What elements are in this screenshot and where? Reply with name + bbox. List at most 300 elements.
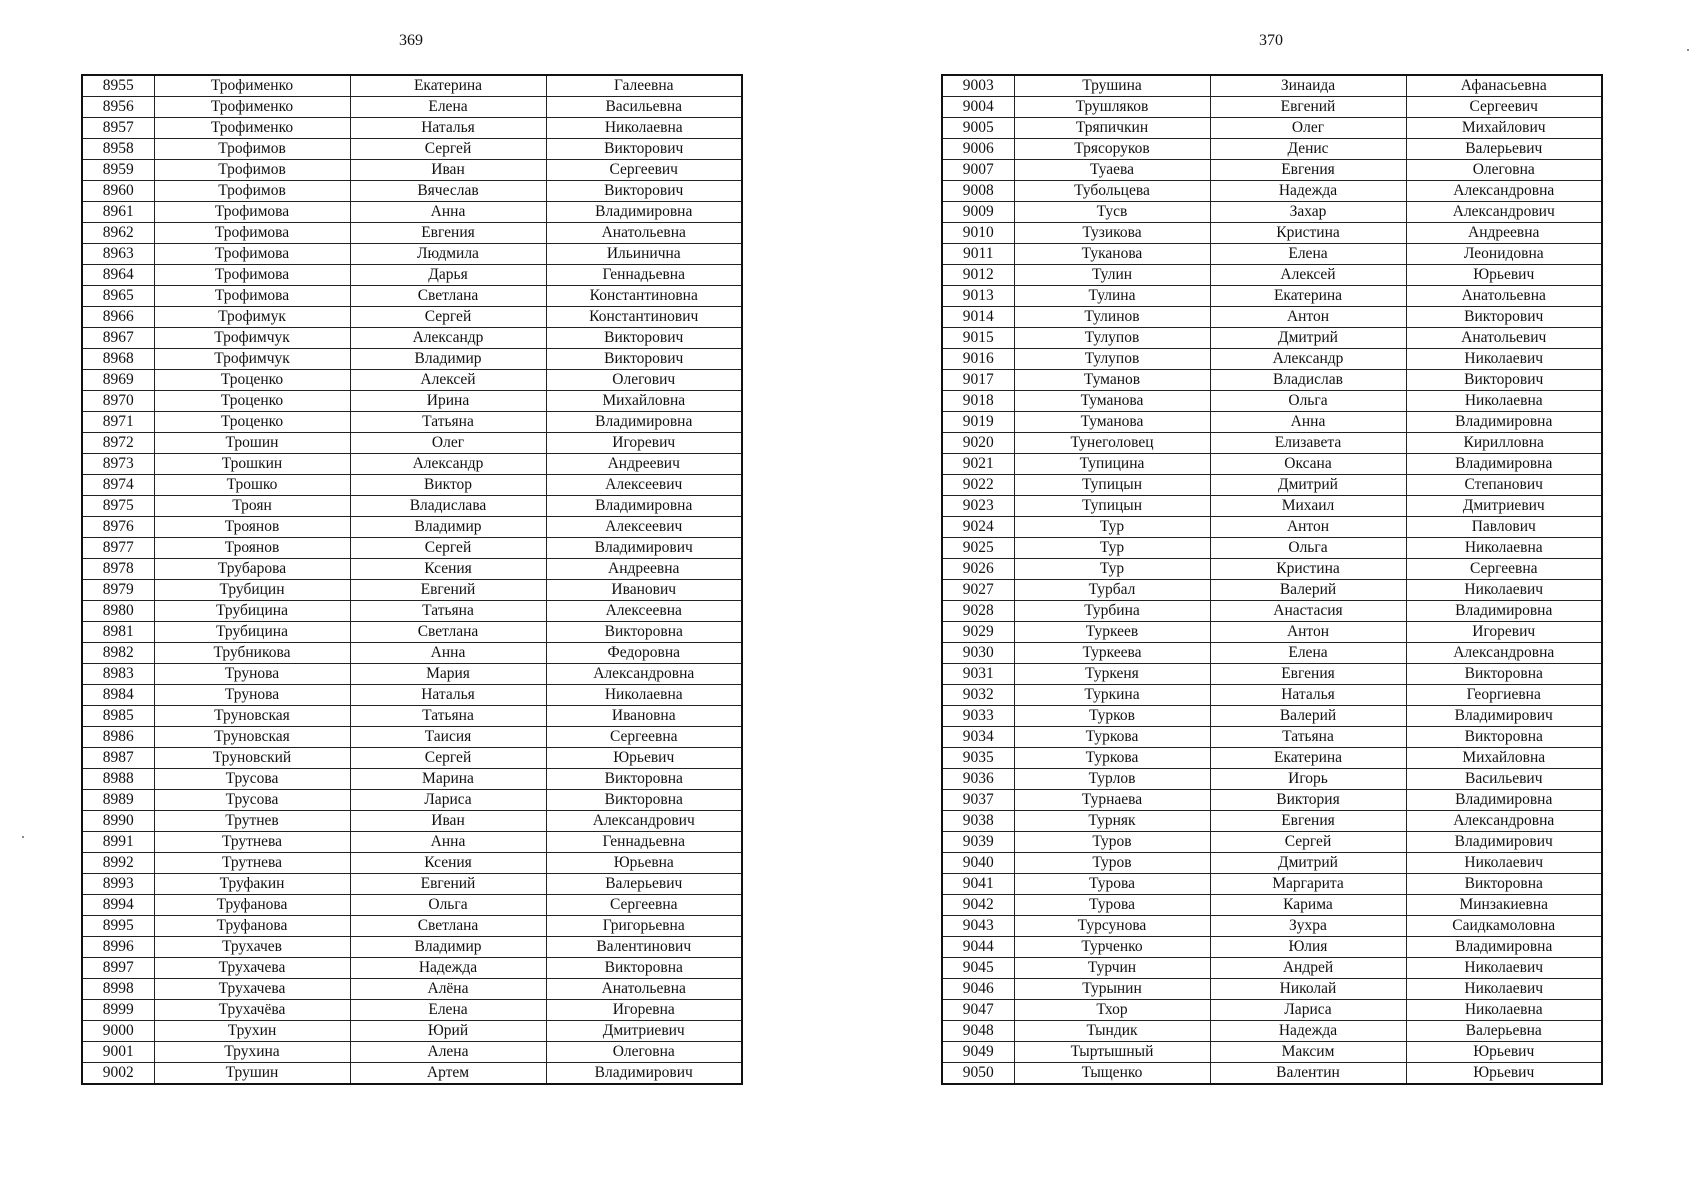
record-number-cell: 9015 bbox=[942, 328, 1014, 349]
record-number-cell: 8995 bbox=[82, 916, 154, 937]
first-name-cell: Алена bbox=[350, 1042, 546, 1063]
patronymic-cell: Андреевна bbox=[546, 559, 742, 580]
surname-cell: Туркеня bbox=[1014, 664, 1210, 685]
patronymic-cell: Владимирович bbox=[1406, 832, 1602, 853]
patronymic-cell: Георгиевна bbox=[1406, 685, 1602, 706]
patronymic-cell: Игоревич bbox=[546, 433, 742, 454]
record-number-cell: 9011 bbox=[942, 244, 1014, 265]
table-row bbox=[942, 1063, 1602, 1085]
record-number-cell: 9042 bbox=[942, 895, 1014, 916]
record-number-cell: 8966 bbox=[82, 307, 154, 328]
table-row bbox=[942, 412, 1602, 433]
table-row bbox=[82, 412, 742, 433]
record-number-cell: 9031 bbox=[942, 664, 1014, 685]
record-number-cell: 8979 bbox=[82, 580, 154, 601]
record-number-cell: 8994 bbox=[82, 895, 154, 916]
table-row bbox=[82, 916, 742, 937]
table-row bbox=[942, 664, 1602, 685]
table-row bbox=[942, 181, 1602, 202]
record-number-cell: 8964 bbox=[82, 265, 154, 286]
patronymic-cell: Дмитриевич bbox=[1406, 496, 1602, 517]
first-name-cell: Александр bbox=[350, 328, 546, 349]
record-number-cell: 9036 bbox=[942, 769, 1014, 790]
first-name-cell: Владимир bbox=[350, 349, 546, 370]
patronymic-cell: Александрович bbox=[546, 811, 742, 832]
table-row bbox=[942, 496, 1602, 517]
first-name-cell: Анастасия bbox=[1210, 601, 1406, 622]
record-number-cell: 8965 bbox=[82, 286, 154, 307]
surname-cell: Туркеев bbox=[1014, 622, 1210, 643]
patronymic-cell: Геннадьевна bbox=[546, 265, 742, 286]
patronymic-cell: Леонидовна bbox=[1406, 244, 1602, 265]
first-name-cell: Людмила bbox=[350, 244, 546, 265]
record-number-cell: 9024 bbox=[942, 517, 1014, 538]
surname-cell: Туканова bbox=[1014, 244, 1210, 265]
patronymic-cell: Викторовна bbox=[546, 958, 742, 979]
surname-cell: Трофимова bbox=[154, 286, 350, 307]
record-number-cell: 8972 bbox=[82, 433, 154, 454]
first-name-cell: Лариса bbox=[350, 790, 546, 811]
patronymic-cell: Михайлович bbox=[1406, 118, 1602, 139]
first-name-cell: Анна bbox=[350, 832, 546, 853]
first-name-cell: Юрий bbox=[350, 1021, 546, 1042]
record-number-cell: 9034 bbox=[942, 727, 1014, 748]
first-name-cell: Александр bbox=[1210, 349, 1406, 370]
table-row bbox=[82, 1021, 742, 1042]
surname-cell: Трофимов bbox=[154, 139, 350, 160]
table-row bbox=[82, 601, 742, 622]
first-name-cell: Дмитрий bbox=[1210, 328, 1406, 349]
scan-speck bbox=[22, 836, 24, 838]
first-name-cell: Валентин bbox=[1210, 1063, 1406, 1085]
record-number-cell: 9038 bbox=[942, 811, 1014, 832]
record-number-cell: 8955 bbox=[82, 75, 154, 97]
patronymic-cell: Анатольевич bbox=[1406, 328, 1602, 349]
first-name-cell: Валерий bbox=[1210, 706, 1406, 727]
surname-cell: Туманова bbox=[1014, 391, 1210, 412]
record-number-cell: 9033 bbox=[942, 706, 1014, 727]
table-row bbox=[82, 1063, 742, 1085]
patronymic-cell: Михайловна bbox=[546, 391, 742, 412]
patronymic-cell: Викторович bbox=[546, 181, 742, 202]
first-name-cell: Татьяна bbox=[350, 601, 546, 622]
table-row bbox=[82, 895, 742, 916]
table-row bbox=[942, 853, 1602, 874]
table-row bbox=[82, 328, 742, 349]
patronymic-cell: Федоровна bbox=[546, 643, 742, 664]
patronymic-cell: Юрьевич bbox=[546, 748, 742, 769]
patronymic-cell: Александровна bbox=[1406, 181, 1602, 202]
first-name-cell: Евгения bbox=[350, 223, 546, 244]
table-row bbox=[942, 1021, 1602, 1042]
record-number-cell: 9047 bbox=[942, 1000, 1014, 1021]
table-row bbox=[82, 1042, 742, 1063]
table-row bbox=[82, 265, 742, 286]
record-number-cell: 8992 bbox=[82, 853, 154, 874]
record-number-cell: 9000 bbox=[82, 1021, 154, 1042]
table-row bbox=[82, 853, 742, 874]
record-number-cell: 9046 bbox=[942, 979, 1014, 1000]
first-name-cell: Владислав bbox=[1210, 370, 1406, 391]
table-row bbox=[942, 433, 1602, 454]
table-row bbox=[82, 559, 742, 580]
surname-cell: Турченко bbox=[1014, 937, 1210, 958]
patronymic-cell: Николаевич bbox=[1406, 853, 1602, 874]
surname-cell: Трофимов bbox=[154, 181, 350, 202]
table-row bbox=[82, 643, 742, 664]
surname-cell: Тубольцева bbox=[1014, 181, 1210, 202]
surname-cell: Турняк bbox=[1014, 811, 1210, 832]
record-number-cell: 8958 bbox=[82, 139, 154, 160]
patronymic-cell: Иванович bbox=[546, 580, 742, 601]
patronymic-cell: Викторовна bbox=[1406, 874, 1602, 895]
table-row bbox=[82, 391, 742, 412]
patronymic-cell: Афанасьевна bbox=[1406, 75, 1602, 97]
table-row bbox=[942, 223, 1602, 244]
record-number-cell: 8999 bbox=[82, 1000, 154, 1021]
surname-cell: Трубицина bbox=[154, 601, 350, 622]
patronymic-cell: Олеговна bbox=[1406, 160, 1602, 181]
surname-cell: Турбал bbox=[1014, 580, 1210, 601]
surname-cell: Тусв bbox=[1014, 202, 1210, 223]
table-row bbox=[942, 916, 1602, 937]
table-row bbox=[942, 874, 1602, 895]
first-name-cell: Иван bbox=[350, 811, 546, 832]
first-name-cell: Сергей bbox=[350, 748, 546, 769]
table-row bbox=[82, 349, 742, 370]
patronymic-cell: Павлович bbox=[1406, 517, 1602, 538]
record-number-cell: 9027 bbox=[942, 580, 1014, 601]
table-row bbox=[942, 160, 1602, 181]
record-number-cell: 8959 bbox=[82, 160, 154, 181]
table-row bbox=[942, 475, 1602, 496]
record-number-cell: 8973 bbox=[82, 454, 154, 475]
surname-cell: Турова bbox=[1014, 874, 1210, 895]
roster-table-body bbox=[942, 75, 1602, 1084]
first-name-cell: Оксана bbox=[1210, 454, 1406, 475]
patronymic-cell: Игоревич bbox=[1406, 622, 1602, 643]
patronymic-cell: Валентинович bbox=[546, 937, 742, 958]
surname-cell: Тындик bbox=[1014, 1021, 1210, 1042]
first-name-cell: Таисия bbox=[350, 727, 546, 748]
surname-cell: Тупицын bbox=[1014, 475, 1210, 496]
first-name-cell: Елизавета bbox=[1210, 433, 1406, 454]
patronymic-cell: Валерьевич bbox=[546, 874, 742, 895]
table-row bbox=[942, 685, 1602, 706]
patronymic-cell: Минзакиевна bbox=[1406, 895, 1602, 916]
table-row bbox=[942, 328, 1602, 349]
first-name-cell: Наталья bbox=[1210, 685, 1406, 706]
table-row bbox=[942, 895, 1602, 916]
surname-cell: Тур bbox=[1014, 517, 1210, 538]
first-name-cell: Татьяна bbox=[1210, 727, 1406, 748]
patronymic-cell: Владимировна bbox=[546, 412, 742, 433]
record-number-cell: 9013 bbox=[942, 286, 1014, 307]
table-row bbox=[942, 580, 1602, 601]
first-name-cell: Ирина bbox=[350, 391, 546, 412]
surname-cell: Трофименко bbox=[154, 118, 350, 139]
surname-cell: Тузикова bbox=[1014, 223, 1210, 244]
record-number-cell: 9005 bbox=[942, 118, 1014, 139]
surname-cell: Троценко bbox=[154, 370, 350, 391]
surname-cell: Троценко bbox=[154, 391, 350, 412]
patronymic-cell: Андреевна bbox=[1406, 223, 1602, 244]
patronymic-cell: Викторовна bbox=[1406, 727, 1602, 748]
table-row bbox=[82, 97, 742, 118]
first-name-cell: Анна bbox=[1210, 412, 1406, 433]
surname-cell: Туров bbox=[1014, 832, 1210, 853]
first-name-cell: Елена bbox=[350, 1000, 546, 1021]
first-name-cell: Мария bbox=[350, 664, 546, 685]
record-number-cell: 9040 bbox=[942, 853, 1014, 874]
roster-table bbox=[941, 74, 1603, 1085]
record-number-cell: 8961 bbox=[82, 202, 154, 223]
surname-cell: Труфанова bbox=[154, 916, 350, 937]
table-row bbox=[942, 748, 1602, 769]
record-number-cell: 9008 bbox=[942, 181, 1014, 202]
surname-cell: Трунова bbox=[154, 664, 350, 685]
patronymic-cell: Валерьевна bbox=[1406, 1021, 1602, 1042]
patronymic-cell: Михайловна bbox=[1406, 748, 1602, 769]
surname-cell: Трухачёва bbox=[154, 1000, 350, 1021]
surname-cell: Труновский bbox=[154, 748, 350, 769]
surname-cell: Тур bbox=[1014, 538, 1210, 559]
record-number-cell: 9025 bbox=[942, 538, 1014, 559]
record-number-cell: 8962 bbox=[82, 223, 154, 244]
record-number-cell: 8956 bbox=[82, 97, 154, 118]
patronymic-cell: Сергеевна bbox=[1406, 559, 1602, 580]
first-name-cell: Анна bbox=[350, 643, 546, 664]
patronymic-cell: Викторович bbox=[546, 349, 742, 370]
patronymic-cell: Владимирович bbox=[546, 538, 742, 559]
table-row bbox=[82, 223, 742, 244]
first-name-cell: Марина bbox=[350, 769, 546, 790]
first-name-cell: Антон bbox=[1210, 517, 1406, 538]
surname-cell: Труфакин bbox=[154, 874, 350, 895]
record-number-cell: 9035 bbox=[942, 748, 1014, 769]
table-row bbox=[82, 937, 742, 958]
table-row bbox=[82, 286, 742, 307]
record-number-cell: 9014 bbox=[942, 307, 1014, 328]
first-name-cell: Лариса bbox=[1210, 1000, 1406, 1021]
first-name-cell: Ольга bbox=[350, 895, 546, 916]
patronymic-cell: Сергеевна bbox=[546, 727, 742, 748]
table-row bbox=[942, 727, 1602, 748]
table-row bbox=[82, 181, 742, 202]
record-number-cell: 8960 bbox=[82, 181, 154, 202]
first-name-cell: Дмитрий bbox=[1210, 853, 1406, 874]
surname-cell: Трунова bbox=[154, 685, 350, 706]
record-number-cell: 9018 bbox=[942, 391, 1014, 412]
table-row bbox=[942, 454, 1602, 475]
table-row bbox=[942, 601, 1602, 622]
record-number-cell: 9007 bbox=[942, 160, 1014, 181]
first-name-cell: Елена bbox=[1210, 643, 1406, 664]
table-row bbox=[942, 643, 1602, 664]
first-name-cell: Маргарита bbox=[1210, 874, 1406, 895]
record-number-cell: 8974 bbox=[82, 475, 154, 496]
roster-table bbox=[81, 74, 743, 1085]
first-name-cell: Евгения bbox=[1210, 664, 1406, 685]
first-name-cell: Антон bbox=[1210, 622, 1406, 643]
first-name-cell: Ольга bbox=[1210, 538, 1406, 559]
first-name-cell: Кристина bbox=[1210, 559, 1406, 580]
patronymic-cell: Владимировна bbox=[1406, 454, 1602, 475]
table-row bbox=[82, 811, 742, 832]
patronymic-cell: Николаевна bbox=[1406, 538, 1602, 559]
surname-cell: Трубицин bbox=[154, 580, 350, 601]
table-row bbox=[82, 664, 742, 685]
surname-cell: Туркова bbox=[1014, 727, 1210, 748]
table-row bbox=[942, 349, 1602, 370]
table-row bbox=[82, 139, 742, 160]
first-name-cell: Сергей bbox=[350, 307, 546, 328]
patronymic-cell: Викторович bbox=[1406, 370, 1602, 391]
record-number-cell: 8996 bbox=[82, 937, 154, 958]
first-name-cell: Евгений bbox=[350, 580, 546, 601]
patronymic-cell: Николаевна bbox=[1406, 1000, 1602, 1021]
surname-cell: Трубицина bbox=[154, 622, 350, 643]
table-row bbox=[942, 286, 1602, 307]
patronymic-cell: Владимировна bbox=[1406, 412, 1602, 433]
first-name-cell: Евгения bbox=[1210, 811, 1406, 832]
surname-cell: Трофимов bbox=[154, 160, 350, 181]
table-row bbox=[82, 769, 742, 790]
record-number-cell: 9049 bbox=[942, 1042, 1014, 1063]
table-row bbox=[942, 244, 1602, 265]
record-number-cell: 9009 bbox=[942, 202, 1014, 223]
first-name-cell: Алёна bbox=[350, 979, 546, 1000]
first-name-cell: Ольга bbox=[1210, 391, 1406, 412]
surname-cell: Тулупов bbox=[1014, 328, 1210, 349]
surname-cell: Труфанова bbox=[154, 895, 350, 916]
patronymic-cell: Кирилловна bbox=[1406, 433, 1602, 454]
scan-speck bbox=[1687, 49, 1689, 51]
surname-cell: Трясоруков bbox=[1014, 139, 1210, 160]
surname-cell: Троянов bbox=[154, 538, 350, 559]
table-row bbox=[942, 75, 1602, 97]
record-number-cell: 9045 bbox=[942, 958, 1014, 979]
first-name-cell: Максим bbox=[1210, 1042, 1406, 1063]
patronymic-cell: Юрьевич bbox=[1406, 265, 1602, 286]
table-row bbox=[82, 454, 742, 475]
first-name-cell: Зинаида bbox=[1210, 75, 1406, 97]
record-number-cell: 9016 bbox=[942, 349, 1014, 370]
surname-cell: Трухина bbox=[154, 1042, 350, 1063]
patronymic-cell: Анатольевна bbox=[546, 979, 742, 1000]
patronymic-cell: Викторовна bbox=[546, 769, 742, 790]
table-row bbox=[82, 475, 742, 496]
surname-cell: Трофимук bbox=[154, 307, 350, 328]
table-row bbox=[82, 75, 742, 97]
table-row bbox=[942, 307, 1602, 328]
table-row bbox=[942, 139, 1602, 160]
patronymic-cell: Андреевич bbox=[546, 454, 742, 475]
patronymic-cell: Константинович bbox=[546, 307, 742, 328]
first-name-cell: Захар bbox=[1210, 202, 1406, 223]
patronymic-cell: Юрьевич bbox=[1406, 1063, 1602, 1085]
first-name-cell: Сергей bbox=[350, 139, 546, 160]
record-number-cell: 8969 bbox=[82, 370, 154, 391]
table-row bbox=[82, 706, 742, 727]
patronymic-cell: Игоревна bbox=[546, 1000, 742, 1021]
patronymic-cell: Сергеевич bbox=[546, 160, 742, 181]
record-number-cell: 8984 bbox=[82, 685, 154, 706]
first-name-cell: Ксения bbox=[350, 853, 546, 874]
surname-cell: Трофимова bbox=[154, 244, 350, 265]
table-row bbox=[942, 958, 1602, 979]
patronymic-cell: Анатольевна bbox=[1406, 286, 1602, 307]
record-number-cell: 8968 bbox=[82, 349, 154, 370]
first-name-cell: Владислава bbox=[350, 496, 546, 517]
patronymic-cell: Галеевна bbox=[546, 75, 742, 97]
table-row bbox=[82, 517, 742, 538]
table-row bbox=[82, 307, 742, 328]
table-row bbox=[82, 538, 742, 559]
first-name-cell: Сергей bbox=[1210, 832, 1406, 853]
patronymic-cell: Николаевич bbox=[1406, 958, 1602, 979]
record-number-cell: 9019 bbox=[942, 412, 1014, 433]
first-name-cell: Анна bbox=[350, 202, 546, 223]
surname-cell: Туркина bbox=[1014, 685, 1210, 706]
surname-cell: Трусова bbox=[154, 790, 350, 811]
table-row bbox=[82, 958, 742, 979]
table-row bbox=[942, 790, 1602, 811]
first-name-cell: Юлия bbox=[1210, 937, 1406, 958]
surname-cell: Труновская bbox=[154, 706, 350, 727]
first-name-cell: Наталья bbox=[350, 685, 546, 706]
surname-cell: Тулина bbox=[1014, 286, 1210, 307]
table-row bbox=[942, 832, 1602, 853]
first-name-cell: Екатерина bbox=[1210, 286, 1406, 307]
surname-cell: Трушин bbox=[154, 1063, 350, 1085]
first-name-cell: Антон bbox=[1210, 307, 1406, 328]
patronymic-cell: Сергеевич bbox=[1406, 97, 1602, 118]
record-number-cell: 8983 bbox=[82, 664, 154, 685]
surname-cell: Тряпичкин bbox=[1014, 118, 1210, 139]
surname-cell: Трубарова bbox=[154, 559, 350, 580]
surname-cell: Тулупов bbox=[1014, 349, 1210, 370]
record-number-cell: 8975 bbox=[82, 496, 154, 517]
record-number-cell: 8988 bbox=[82, 769, 154, 790]
record-number-cell: 8991 bbox=[82, 832, 154, 853]
page-number: 370 bbox=[1259, 32, 1283, 49]
table-row bbox=[942, 769, 1602, 790]
patronymic-cell: Владимировна bbox=[1406, 601, 1602, 622]
record-number-cell: 9020 bbox=[942, 433, 1014, 454]
record-number-cell: 8982 bbox=[82, 643, 154, 664]
surname-cell: Труновская bbox=[154, 727, 350, 748]
first-name-cell: Олег bbox=[1210, 118, 1406, 139]
patronymic-cell: Викторовна bbox=[546, 622, 742, 643]
table-row bbox=[82, 244, 742, 265]
surname-cell: Трухин bbox=[154, 1021, 350, 1042]
table-row bbox=[942, 517, 1602, 538]
first-name-cell: Алексей bbox=[1210, 265, 1406, 286]
record-number-cell: 9017 bbox=[942, 370, 1014, 391]
surname-cell: Трофимчук bbox=[154, 328, 350, 349]
surname-cell: Тупицина bbox=[1014, 454, 1210, 475]
patronymic-cell: Александровна bbox=[1406, 643, 1602, 664]
table-row bbox=[82, 874, 742, 895]
surname-cell: Турчин bbox=[1014, 958, 1210, 979]
record-number-cell: 8981 bbox=[82, 622, 154, 643]
table-row bbox=[82, 979, 742, 1000]
record-number-cell: 8957 bbox=[82, 118, 154, 139]
patronymic-cell: Алексеевна bbox=[546, 601, 742, 622]
first-name-cell: Сергей bbox=[350, 538, 546, 559]
surname-cell: Туманов bbox=[1014, 370, 1210, 391]
